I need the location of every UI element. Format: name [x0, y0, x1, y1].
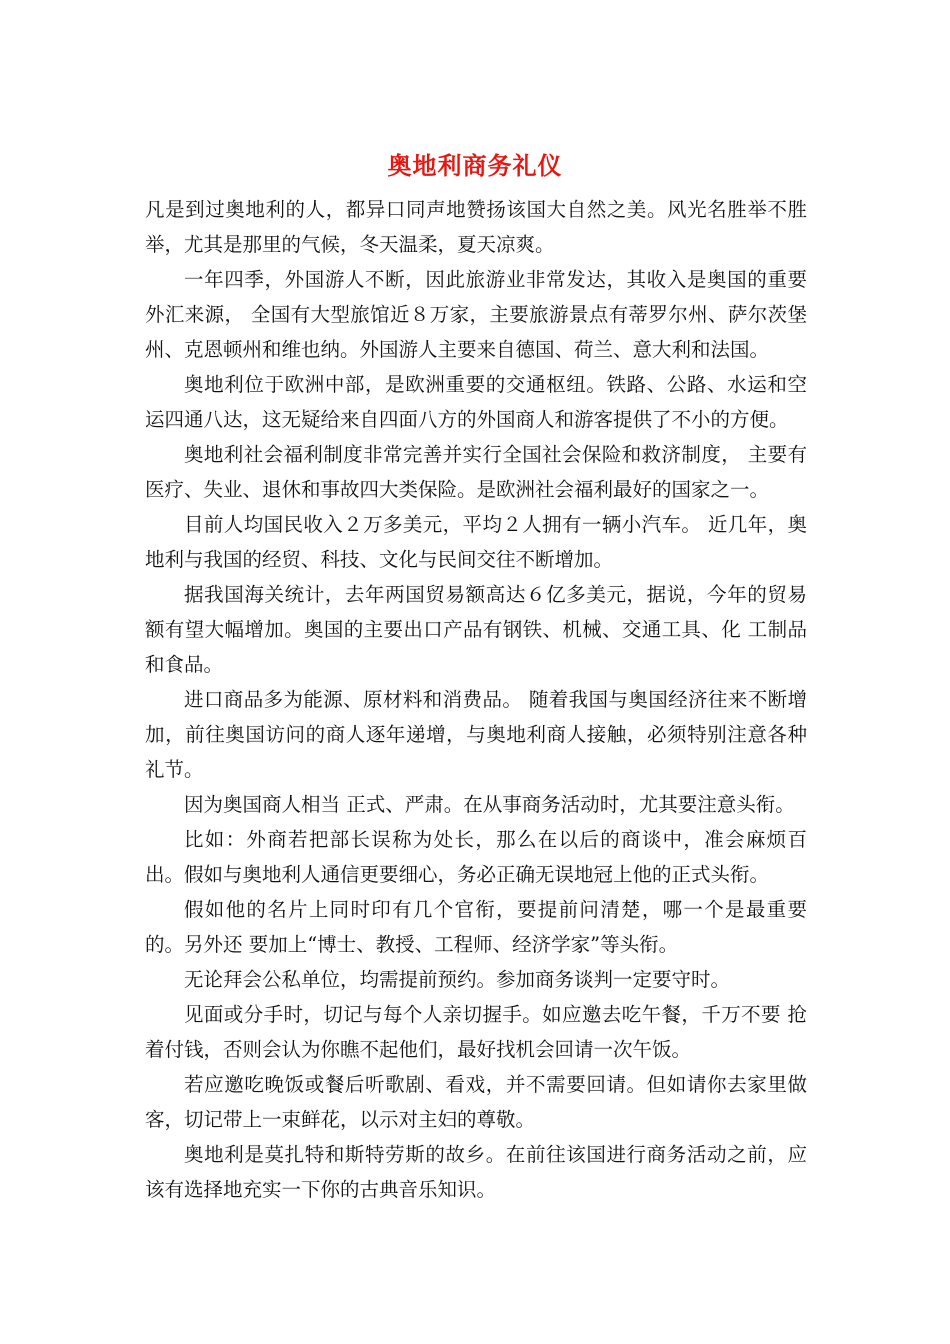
document-body	[145, 192, 807, 1207]
paragraph: 见面或分手时，切记与每个人亲切握手。如应邀去吃午餐，千万不要 抢着付钱，否则会认为你瞧不起他们，最好找机会回请一次午饭。	[145, 1003, 807, 1061]
paragraph: 目前人均国民收入２万多美元，平均２人拥有一辆小汽车。 近几年，奥地利与我国的经贸、科技、文化与民间交往不断增加。	[145, 513, 807, 571]
paragraph: 若应邀吃晚饭或餐后听歌剧、看戏，并不需要回请。但如请你去家里做客，切记带上一束鲜花，以示对主妇的尊敬。	[145, 1073, 807, 1131]
paragraph: 凡是到过奥地利的人，都异口同声地赞扬该国大自然之美。风光名胜举不胜举，尤其是那里的气候，冬天温柔，夏天凉爽。	[145, 198, 807, 256]
paragraph: 进口商品多为能源、原材料和消费品。 随着我国与奥国经济往来不断增加，前往奥国访问的商人逐年递增，与奥地利商人接触，必须特别注意各种礼节。	[145, 688, 807, 781]
paragraph: 奥地利位于欧洲中部，是欧洲重要的交通枢纽。铁路、公路、水运和空运四通八达，这无疑给来自四面八方的外国商人和游客提供了不小的方便。	[145, 373, 807, 431]
document-title: 奥地利商务礼仪	[387, 151, 563, 180]
paragraph: 因为奥国商人相当 正式、严肃。在从事商务活动时，尤其要注意头衔。	[184, 793, 795, 816]
paragraph: 一年四季，外国游人不断，因此旅游业非常发达，其收入是奥国的重要外汇来源， 全国有大型旅馆近８万家，主要旅游景点有蒂罗尔州、萨尔茨堡州、克恩顿州和维也纳。外国游人主要来自德国、荷兰、意大利和法国。	[145, 268, 807, 361]
paragraph: 无论拜会公私单位，均需提前预约。参加商务谈判一定要守时。	[184, 968, 731, 991]
paragraph: 比如：外商若把部长误称为处长，那么在以后的商谈中，准会麻烦百出。假如与奥地利人通信更要细心，务必正确无误地冠上他的正式头衔。	[145, 828, 807, 886]
paragraph: 奥地利是莫扎特和斯特劳斯的故乡。在前往该国进行商务活动之前，应该有选择地充实一下你的古典音乐知识。	[145, 1143, 807, 1201]
paragraph: 据我国海关统计，去年两国贸易额高达６亿多美元，据说，今年的贸易 额有望大幅增加。奥国的主要出口产品有钢铁、机械、交通工具、化 工制品和食品。	[145, 583, 807, 676]
paragraph: 奥地利社会福利制度非常完善并实行全国社会保险和救济制度， 主要有医疗、失业、退休和事故四大类保险。是欧洲社会福利最好的国家之一。	[145, 443, 807, 501]
paragraph: 假如他的名片上同时印有几个官衔，要提前问清楚，哪一个是最重要的。另外还 要加上“博士、教授、工程师、经济学家”等头衔。	[145, 898, 807, 956]
